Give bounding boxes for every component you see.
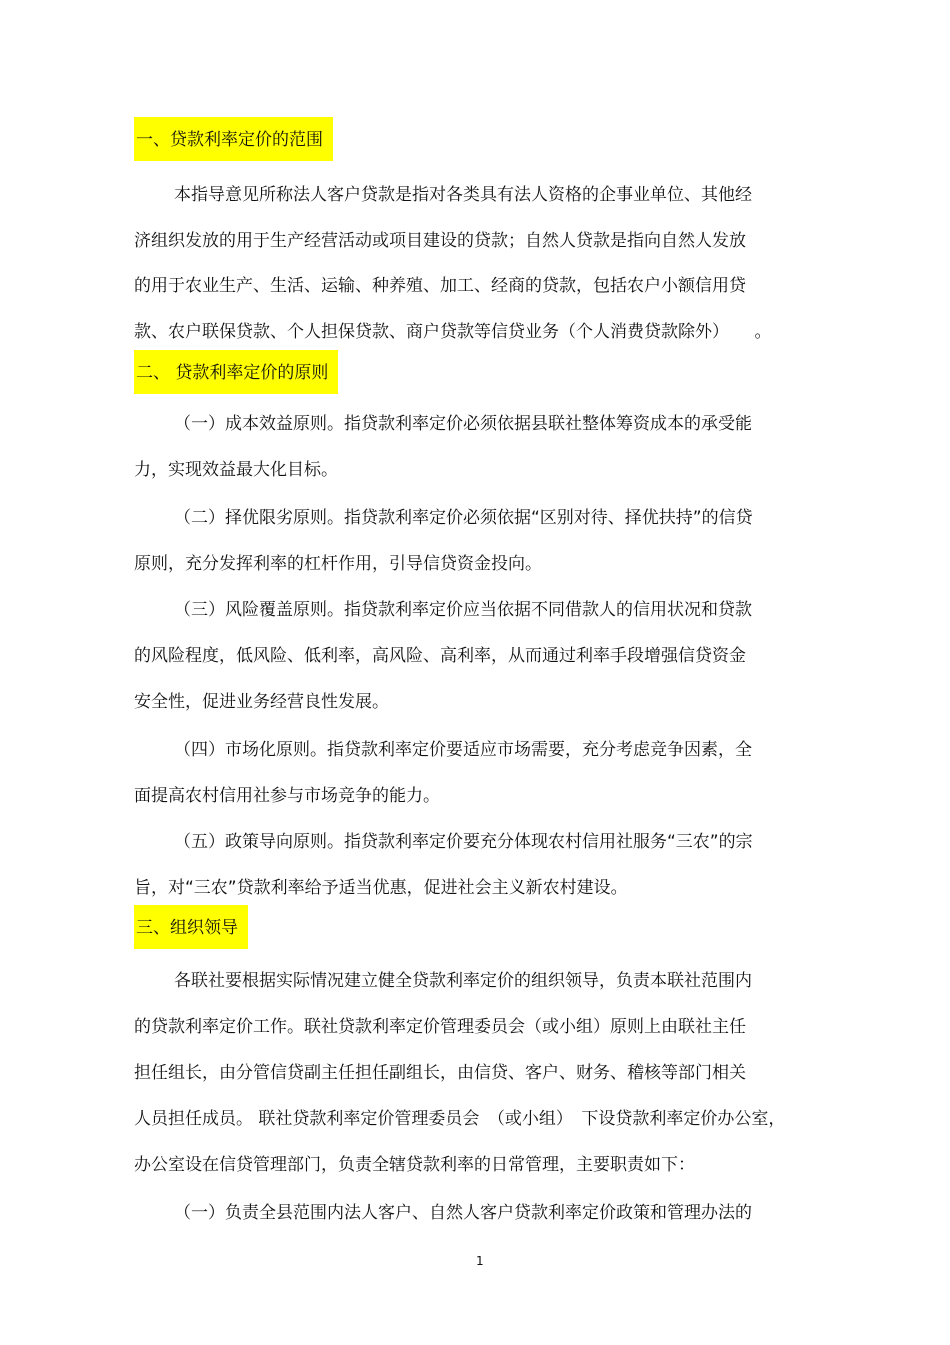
paragraph-line: 人员担任成员。 联社贷款利率定价管理委员会 （或小组） 下设贷款利率定价办公室， [134, 1109, 786, 1129]
paragraph-line: 面提高农村信用社参与市场竞争的能力。 [134, 786, 440, 806]
paragraph-line: 款、农户联保贷款、个人担保贷款、商户贷款等信贷业务（个人消费贷款除外） 。 [134, 322, 772, 342]
paragraph-line: 本指导意见所称法人客户贷款是指对各类具有法人资格的企事业单位、其他经 [174, 185, 752, 205]
paragraph-line: 的用于农业生产、生活、运输、种养殖、加工、经商的贷款，包括农户小额信用贷 [134, 276, 746, 296]
paragraph-line: （一）负责全县范围内法人客户、自然人客户贷款利率定价政策和管理办法的 [174, 1203, 752, 1223]
section-heading-scope: 一、贷款利率定价的范围 [134, 117, 333, 161]
paragraph-line: （一）成本效益原则。指贷款利率定价必须依据县联社整体筹资成本的承受能 [174, 414, 752, 434]
section-heading-principles: 二、 贷款利率定价的原则 [134, 350, 338, 394]
paragraph-line: 安全性，促进业务经营良性发展。 [134, 692, 389, 712]
paragraph-line: （二）择优限劣原则。指贷款利率定价必须依据“区别对待、择优扶持”的信贷 [174, 508, 753, 528]
paragraph-line: 担任组长，由分管信贷副主任担任副组长，由信贷、客户、财务、稽核等部门相关 [134, 1063, 746, 1083]
paragraph-line: 济组织发放的用于生产经营活动或项目建设的贷款；自然人贷款是指向自然人发放 [134, 231, 746, 251]
paragraph-line: 力，实现效益最大化目标。 [134, 460, 338, 480]
paragraph-line: 各联社要根据实际情况建立健全贷款利率定价的组织领导，负责本联社范围内 [174, 971, 752, 991]
paragraph-line: 的风险程度，低风险、低利率，高风险、高利率，从而通过利率手段增强信贷资金 [134, 646, 746, 666]
paragraph-line: 办公室设在信贷管理部门，负责全辖贷款利率的日常管理，主要职责如下： [134, 1155, 695, 1175]
paragraph-line: （五）政策导向原则。指贷款利率定价要充分体现农村信用社服务“三农”的宗 [174, 832, 753, 852]
paragraph-line: （三）风险覆盖原则。指贷款利率定价应当依据不同借款人的信用状况和贷款 [174, 600, 752, 620]
paragraph-line: 原则，充分发挥利率的杠杆作用，引导信贷资金投向。 [134, 554, 542, 574]
section-heading-organization: 三、组织领导 [134, 905, 248, 949]
page-number: 1 [476, 1254, 484, 1268]
paragraph-line: （四）市场化原则。指贷款利率定价要适应市场需要，充分考虑竞争因素，全 [174, 740, 752, 760]
paragraph-line: 的贷款利率定价工作。联社贷款利率定价管理委员会（或小组）原则上由联社主任 [134, 1017, 746, 1037]
paragraph-line: 旨，对“三农”贷款利率给予适当优惠，促进社会主义新农村建设。 [134, 878, 628, 898]
